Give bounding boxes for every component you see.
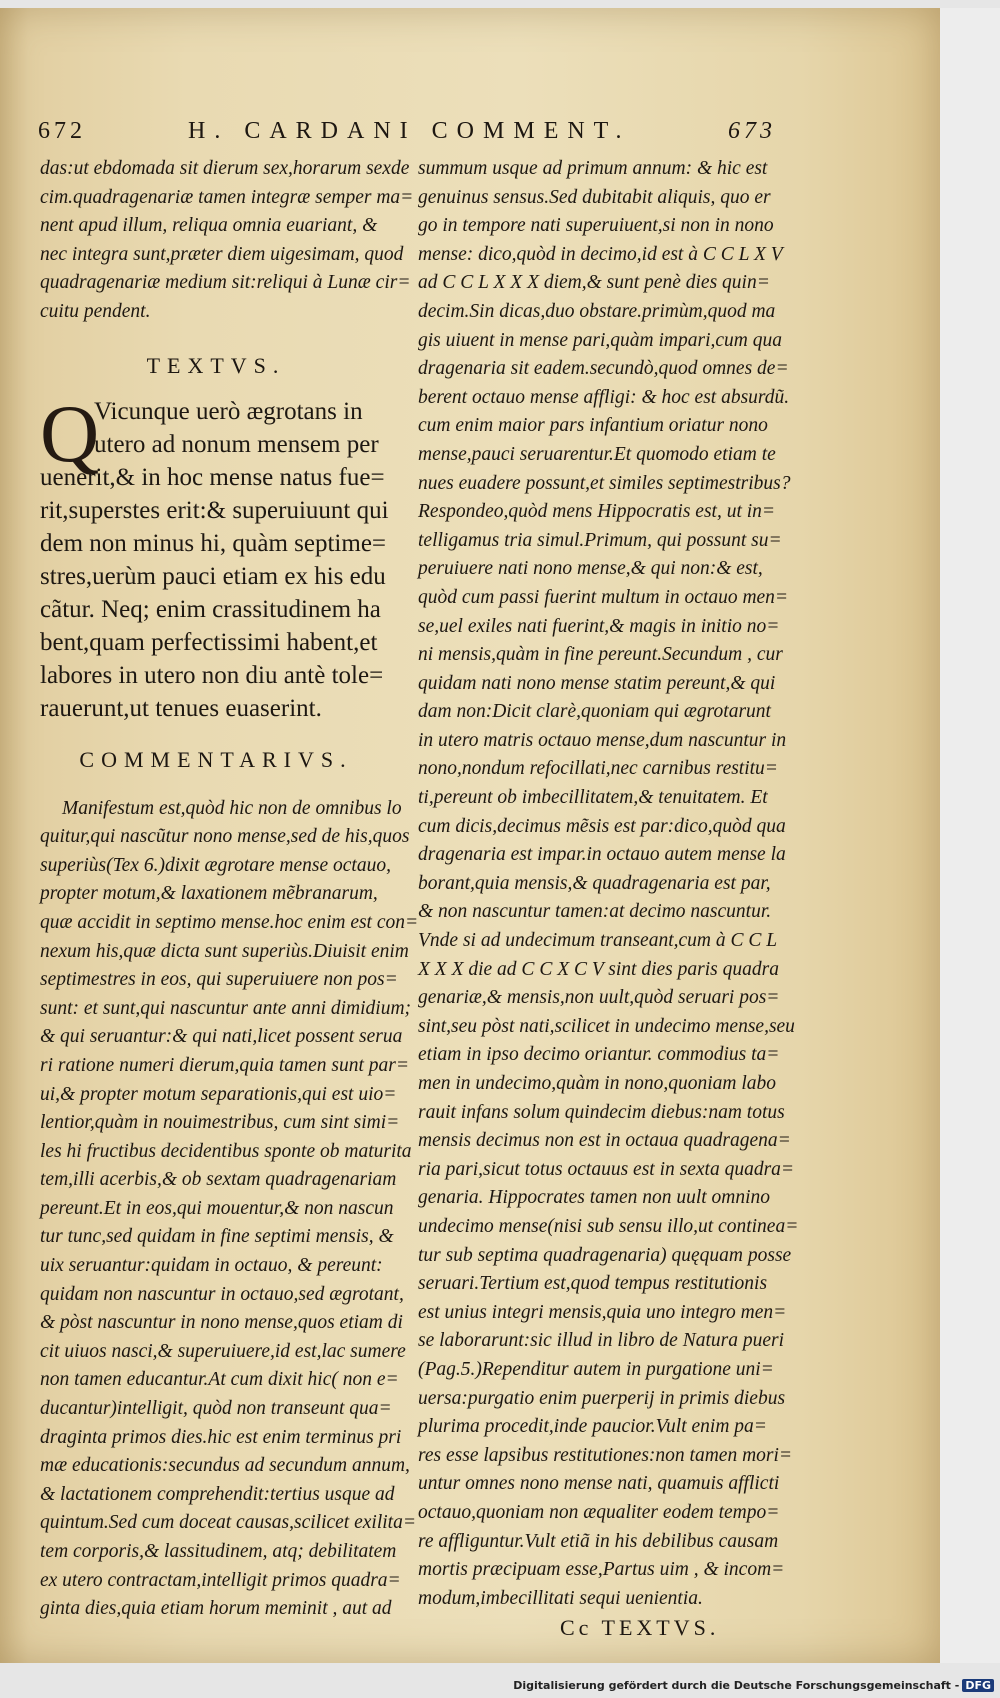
text-line: in utero matris octauo mense,dum nascuntur in: [418, 729, 787, 751]
dfg-logo: DFG: [962, 1679, 994, 1692]
text-line: tur tunc,sed quidam in fine septimi mensis, &: [40, 1226, 394, 1248]
text-line: mense,pauci seruarentur.Et quomodo etiam te: [418, 443, 776, 465]
text-line: utero ad nonum mensem per: [94, 430, 379, 458]
text-line: mensis decimus non est in octaua quadragena=: [418, 1130, 791, 1152]
text-line: uenerit,& in hoc mense natus fue=: [40, 463, 385, 491]
text-line: quintum.Sed cum doceat causas,scilicet exilita=: [40, 1512, 416, 1534]
scan-margin: [940, 8, 1000, 1663]
left-column: [40, 155, 419, 1624]
text-line: quòd cum passi fuerint multum in octauo men=: [418, 586, 789, 608]
text-line: das:ut ebdomada sit dierum sex,horarum sexde: [40, 158, 410, 179]
page-number-left: 672: [38, 118, 86, 144]
text-line: non tamen educantur.At cum dixit hic( non e=: [40, 1369, 399, 1391]
catchword: Cc TEXTVS.: [560, 1615, 720, 1641]
commentary-heading: COMMENTARIVS.: [79, 746, 353, 772]
drop-cap: Q: [40, 387, 100, 479]
text-line: X X X die ad C C X C V sint dies paris quadra: [418, 958, 779, 980]
text-line: men in undecimo,quàm in nono,quoniam labo: [418, 1073, 777, 1094]
text-line: seruari.Tertium est,quod tempus restitutionis: [418, 1273, 768, 1295]
text-line: sint,seu pòst nati,scilicet in undecimo mense,seu: [418, 1015, 795, 1037]
right-commentary-paragraph: [418, 155, 799, 1613]
text-line: genuinus sensus.Sed dubitabit aliquis, quo er: [418, 186, 771, 208]
text-line: mortis præcipuam esse,Partus uim , & incom=: [418, 1559, 785, 1581]
text-line: uersa:purgatio enim puerperij in primis diebus: [418, 1387, 786, 1409]
commentary-paragraph: [40, 795, 419, 1624]
text-line: nono,nondum refocillati,nec carnibus restitu=: [418, 758, 778, 780]
text-line: pereunt.Et in eos,qui mouentur,& non nascun: [40, 1197, 394, 1219]
text-line: mense: dico,quòd in decimo,id est à C C L X V: [418, 243, 783, 265]
text-line: est unius integri mensis,quia uno integro men=: [418, 1301, 787, 1323]
text-line: ni mensis,quàm in fine pereunt.Secundum , cur: [418, 644, 783, 666]
text-line: ex utero contractam,intelligit primos quadra=: [40, 1569, 401, 1591]
text-line: Respondeo,quòd mens Hippocratis est, ut in=: [418, 501, 776, 523]
text-line: & non nascuntur tamen:at decimo nascuntur.: [418, 901, 772, 923]
text-line: re affliguntur.Vult etiã in his debilibus causam: [418, 1530, 779, 1552]
right-column: [418, 155, 799, 1643]
text-line: bent,quam perfectissimi habent,et: [40, 628, 378, 656]
text-line: Vnde si ad undecimum transeant,cum à C C L: [418, 930, 778, 952]
text-line: tem corporis,& lassitudinem, atq; debilitatem: [40, 1541, 397, 1562]
text-line: nues euadere possunt,et similes septimestribus?: [418, 472, 791, 494]
text-line: lentior,quàm in nouimestribus, cum sint simi=: [40, 1112, 400, 1134]
text-line: stres,uerùm pauci etiam ex his edu: [40, 562, 386, 590]
text-line: ginta dies,quia etiam horum meminit , aut ad: [40, 1598, 392, 1620]
text-line: les hi fructibus decidentibus sponte ob maturita: [40, 1140, 412, 1162]
text-line: cum dicis,decimus mẽsis est par:dico,quòd qua: [418, 815, 786, 837]
text-line: ti,pereunt ob imbecillitatem,& tenuitatem. Et: [418, 787, 768, 809]
text-line: septimestres in eos, qui superuiuere non pos=: [40, 969, 398, 991]
left-top-paragraph: [40, 155, 414, 327]
text-line: telligamus tria simul.Primum, qui possunt su=: [418, 529, 782, 551]
text-line: & lactationem comprehendit:tertius usque ad: [40, 1483, 395, 1505]
text-line: nec integra sunt,præter diem uigesimam, quod: [40, 243, 404, 265]
text-line: superiùs(Tex 6.)dixit ægrotare mense octauo,: [40, 854, 391, 876]
text-line: octauo,quoniam non æqualiter eodem tempo=: [418, 1501, 780, 1523]
text-line: dem non minus hi, quàm septime=: [40, 529, 387, 557]
text-line: Manifestum est,quòd hic non de omnibus lo: [62, 797, 402, 819]
text-line: genariæ,& mensis,non uult,quòd seruari pos=: [418, 987, 780, 1009]
text-line: se laborarunt:sic illud in libro de Natura pueri: [418, 1330, 784, 1352]
text-line: ad C C L X X X diem,& sunt penè dies quin=: [418, 272, 770, 294]
text-line: mæ educationis:secundus ad secundum annum,: [40, 1455, 410, 1477]
text-line: Vicunque uerò ægrotans in: [94, 397, 363, 425]
text-line: & pòst nascuntur in nono mense,quos etiam di: [40, 1312, 403, 1334]
text-line: genaria. Hippocrates tamen non uult omnino: [418, 1187, 771, 1209]
text-line: quitur,qui nascũtur nono mense,sed de his,quos: [40, 826, 410, 848]
text-line: ria pari,sicut totus octauus est in sexta quadra=: [418, 1158, 795, 1180]
text-line: rauerunt,ut tenues euaserint.: [40, 694, 322, 722]
text-line: summum usque ad primum annum: & hic est: [418, 158, 768, 179]
text-heading: TEXTVS.: [146, 352, 286, 378]
text-line: & qui seruantur:& qui nati,licet possent serua: [40, 1026, 403, 1048]
text-line: untur omnes nono mense nati, quamuis afflicti: [418, 1473, 780, 1495]
text-line: se,uel exiles nati fuerint,& magis in initio no=: [418, 615, 780, 637]
text-line: gis uiuent in mense pari,quàm impari,cum qua: [418, 329, 782, 351]
text-line: go in tempore nati superuiuent,si non in nono: [418, 215, 774, 237]
text-line: draginta primos dies.hic est enim terminus pri: [40, 1426, 402, 1448]
credit-text: Digitalisierung gefördert durch die Deutsche Forschungsgemeinschaft -: [513, 1679, 960, 1692]
text-line: (Pag.5.)Rependitur autem in purgatione uni=: [418, 1358, 774, 1380]
text-line: uix seruantur:quidam in octauo, & pereunt:: [40, 1255, 383, 1277]
text-line: ui,& propter motum separationis,qui est uio=: [40, 1083, 397, 1105]
text-line: cuitu pendent.: [40, 300, 151, 322]
text-line: plurima procedit,inde paucior.Vult enim pa=: [418, 1416, 767, 1438]
text-line: labores in utero non diu antè tole=: [40, 661, 384, 689]
text-line: undecimo mense(nisi sub sensu illo,ut continea=: [418, 1215, 799, 1237]
text-line: nent apud illum, reliqua omnia euariant, &: [40, 215, 378, 237]
text-line: cit uiuos nasci,& superuiuere,id est,lac sumere: [40, 1340, 406, 1362]
text-line: ducantur)intelligit, quòd non transeunt qua=: [40, 1398, 392, 1420]
page-number-right: 673: [728, 118, 776, 144]
text-line: nexum his,quæ dicta sunt superiùs.Diuisit enim: [40, 940, 409, 962]
text-line: quidam nati nono mense statim pereunt,& qui: [418, 672, 776, 694]
digitization-credit: [513, 1679, 994, 1692]
text-line: rauit infans solum quindecim diebus:nam totus: [418, 1101, 785, 1123]
text-line: modum,imbecillitati sequi uenientia.: [418, 1587, 703, 1609]
text-line: tem,illi acerbis,& ob sextam quadragenariam: [40, 1169, 397, 1191]
text-line: decim.Sin dicas,duo obstare.primùm,quod ma: [418, 300, 776, 322]
text-line: quadragenariæ medium sit:reliqui à Lunæ cir=: [40, 272, 411, 294]
text-line: dragenaria sit eadem.secundò,quod omnes de=: [418, 358, 789, 380]
text-block: [40, 387, 392, 725]
text-line: sunt: et sunt,qui nascuntur ante anni dimidium;: [40, 997, 412, 1019]
running-header: [38, 118, 776, 154]
text-line: res esse lapsibus restitutiones:non tamen mori=: [418, 1444, 793, 1466]
text-line: etiam in ipso decimo oriantur. commodius ta=: [418, 1044, 780, 1066]
text-line: cãtur. Neq; enim crassitudinem ha: [40, 595, 381, 623]
running-title: H. CARDANI COMMENT.: [188, 118, 631, 144]
text-line: berent octauo mense affligi: & hoc est absurdũ.: [418, 386, 790, 408]
text-line: cum enim maior pars infantium oriatur nono: [418, 415, 768, 437]
text-line: quidam non nascuntur in octauo,sed ægrotant,: [40, 1283, 404, 1305]
text-line: cim.quadragenariæ tamen integræ semper ma=: [40, 186, 414, 208]
text-line: rit,superstes erit:& superuiuunt qui: [40, 496, 389, 524]
text-line: propter motum,& laxationem mẽbranarum,: [40, 883, 378, 905]
text-line: ri ratione numeri dierum,quia tamen sunt par=: [40, 1054, 410, 1076]
text-line: peruiuere nati nono mense,& qui non:& est,: [418, 558, 763, 580]
text-line: dragenaria est impar.in octauo autem mense la: [418, 844, 786, 866]
text-line: dam non:Dicit clarè,quoniam qui ægrotarunt: [418, 701, 771, 723]
text-line: quæ accidit in septimo mense.hoc enim est con=: [40, 911, 419, 933]
text-line: tur sub septima quadragenaria) quęquam posse: [418, 1244, 792, 1266]
text-line: borant,quia mensis,& quadragenaria est par,: [418, 872, 771, 894]
